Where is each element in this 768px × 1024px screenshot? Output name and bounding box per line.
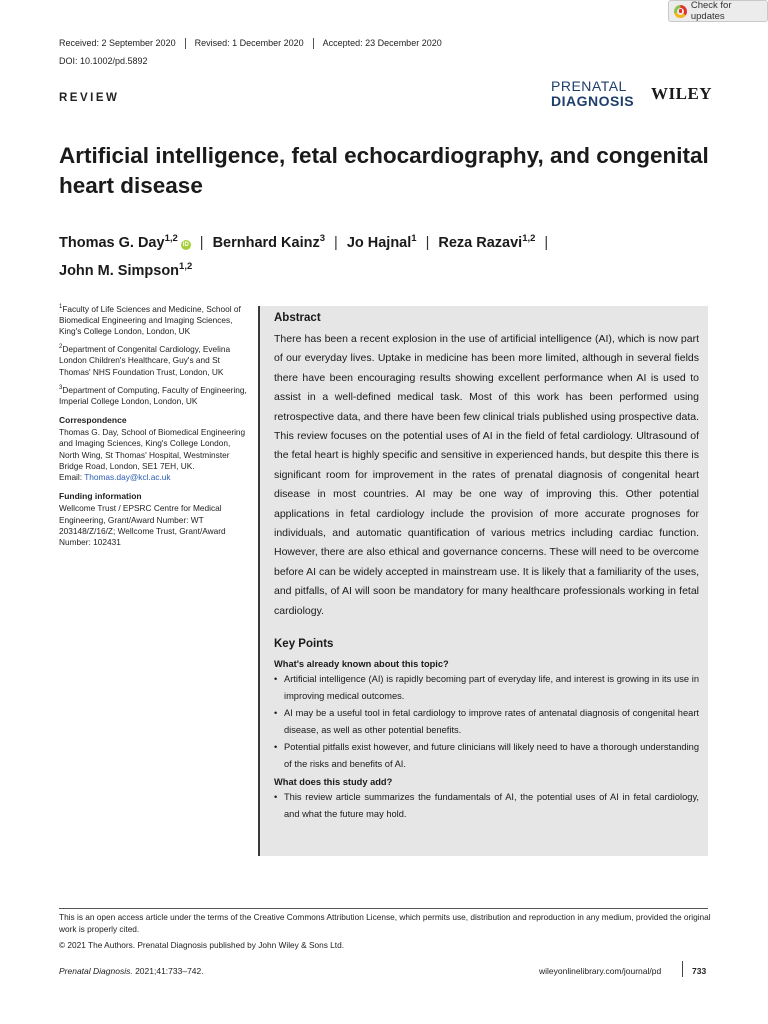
- funding-text: Wellcome Trust / EPSRC Centre for Medical Engineering, Grant/Award Number: WT 203148/Z/16/Z; Wellcome Trust, Grant/Award Number: 102431: [59, 503, 226, 547]
- author-name[interactable]: Reza Razavi$^{1,2}$: [438, 233, 536, 251]
- adds-heading: What does this study add?: [274, 777, 393, 788]
- author-separator: |: [544, 235, 549, 251]
- funding-heading: Funding information: [59, 491, 142, 502]
- author-separator: |: [425, 235, 430, 251]
- abstract-text: There has been a recent explosion in the use of artificial intelligence (AI), which is now part of our everyday lives. Uptake in medicine has been more limited, although in several fields there have been encouraging results showing excellent performance when AI is used to assist in a well-defined medical task. Most of this work has been performed using retrospective data, and there have been few clinical trials published using prospective data. This review focuses on the potential uses of AI in the field of fetal cardiology. Ultrasound of the fetal heart is highly specific and sensitive in experienced hands, but despite this there is significant room for improvement in the rates of prenatal diagnosis of congenital heart disease in most countries. AI may be one way of improving this. Other potential applications in fetal cardiology include the provision of more accurate prognoses for individuals, and automatic quantification of various metrics including cardiac function. However, there are also ethical and governance concerns. These will need to be overcome before AI can be widely accepted in mainstream use. It is likely that a familiarity of the uses, and pitfalls, of AI will soon be mandatory for many healthcare professionals working in fetal cardiology.: [274, 333, 699, 617]
- check-for-updates-label: Check for updates: [690, 0, 732, 22]
- page-number: 733: [692, 966, 707, 976]
- journal-logo-line1: PRENATAL: [551, 78, 627, 94]
- correspondence-heading: Correspondence: [59, 414, 127, 425]
- article-dates: [59, 38, 451, 49]
- author-name[interactable]: Bernhard Kainz$^3$: [212, 233, 326, 251]
- affiliation: $^1$Faculty of Life Sciences and Medicine, School of Biomedical Engineering and Imaging Sciences, King's College London, London, UK: [59, 303, 241, 337]
- list-item: • This review article summarizes the fundamentals of AI, the potential uses of AI in fetal cardiology, and what the future may hold.: [274, 789, 699, 823]
- citation: Prenatal Diagnosis. 2021;41:733–742.: [59, 966, 204, 976]
- accepted-date: Accepted: 23 December 2020: [313, 38, 451, 49]
- list-item: • Artificial intelligence (AI) is rapidly becoming part of everyday life, and interest is growing in its use in improving medical outcomes.: [274, 671, 699, 705]
- check-for-updates-button[interactable]: [668, 0, 768, 22]
- known-heading: What's already known about this topic?: [274, 659, 449, 670]
- orcid-icon[interactable]: iD: [182, 242, 189, 248]
- affiliation: $^2$Department of Congenital Cardiology, Evelina London Children's Healthcare, Guy's and St Thomas' NHS Foundation Trust, London, UK: [59, 344, 231, 377]
- article-title: Artificial intelligence, fetal echocardiography, and congenital heart disease: [59, 143, 709, 198]
- list-item: • Potential pitfalls exist however, and future clinicians will likely need to have a thorough understanding of the risks and benefits of AI.: [274, 739, 699, 773]
- author-name[interactable]: Jo Hajnal$^1$: [346, 233, 417, 251]
- affiliation: $^3$Department of Computing, Faculty of Engineering, Imperial College London, London, UK: [59, 384, 247, 406]
- list-item: • AI may be a useful tool in fetal cardiology to improve rates of antenatal diagnosis of congenital heart disease, as well as other potential benefits.: [274, 705, 699, 739]
- journal-logo-line2: DIAGNOSIS: [551, 93, 635, 109]
- author-list: [59, 227, 719, 283]
- publisher-logo: WILEY: [651, 84, 713, 103]
- revised-date: Revised: 1 December 2020: [185, 38, 313, 49]
- known-list: [274, 671, 699, 773]
- license-text: This is an open access article under the terms of the Creative Commons Attribution License, which permits use, distribution and reproduction in any medium, provided the original work is properly cited.: [59, 912, 711, 934]
- copyright-text: © 2021 The Authors. Prenatal Diagnosis published by John Wiley & Sons Ltd.: [59, 940, 344, 950]
- article-info-column: [59, 302, 249, 548]
- adds-list: [274, 789, 699, 823]
- footer-divider: [59, 908, 708, 909]
- article-type: REVIEW: [59, 92, 120, 104]
- journal-logo: [551, 79, 634, 108]
- crossmark-icon: [674, 5, 687, 18]
- received-date: Received: 2 September 2020: [59, 38, 176, 48]
- abstract-box: [258, 306, 708, 856]
- doi: DOI: 10.1002/pd.5892: [59, 56, 148, 66]
- author-separator: |: [334, 235, 338, 251]
- journal-website-link[interactable]: wileyonlinelibrary.com/journal/pd: [539, 966, 662, 976]
- abstract-heading: Abstract: [274, 312, 321, 324]
- author-name[interactable]: John M. Simpson$^{1,2}$: [59, 261, 193, 279]
- author-separator: |: [199, 235, 204, 251]
- correspondence-text: Thomas G. Day, School of Biomedical Engineering and Imaging Sciences, King's College London, North Wing, St Thomas' Hospital, Westminster Bridge Road, London, SE1 7EH, UK. Email: Thomas.day@kcl.ac.uk: [59, 427, 246, 482]
- page-number-divider: [682, 961, 683, 977]
- author-name[interactable]: Thomas G. Day$^{1,2}$: [59, 233, 178, 251]
- key-points-heading: Key Points: [274, 638, 334, 651]
- email-link[interactable]: Thomas.day@kcl.ac.uk: [84, 471, 171, 482]
